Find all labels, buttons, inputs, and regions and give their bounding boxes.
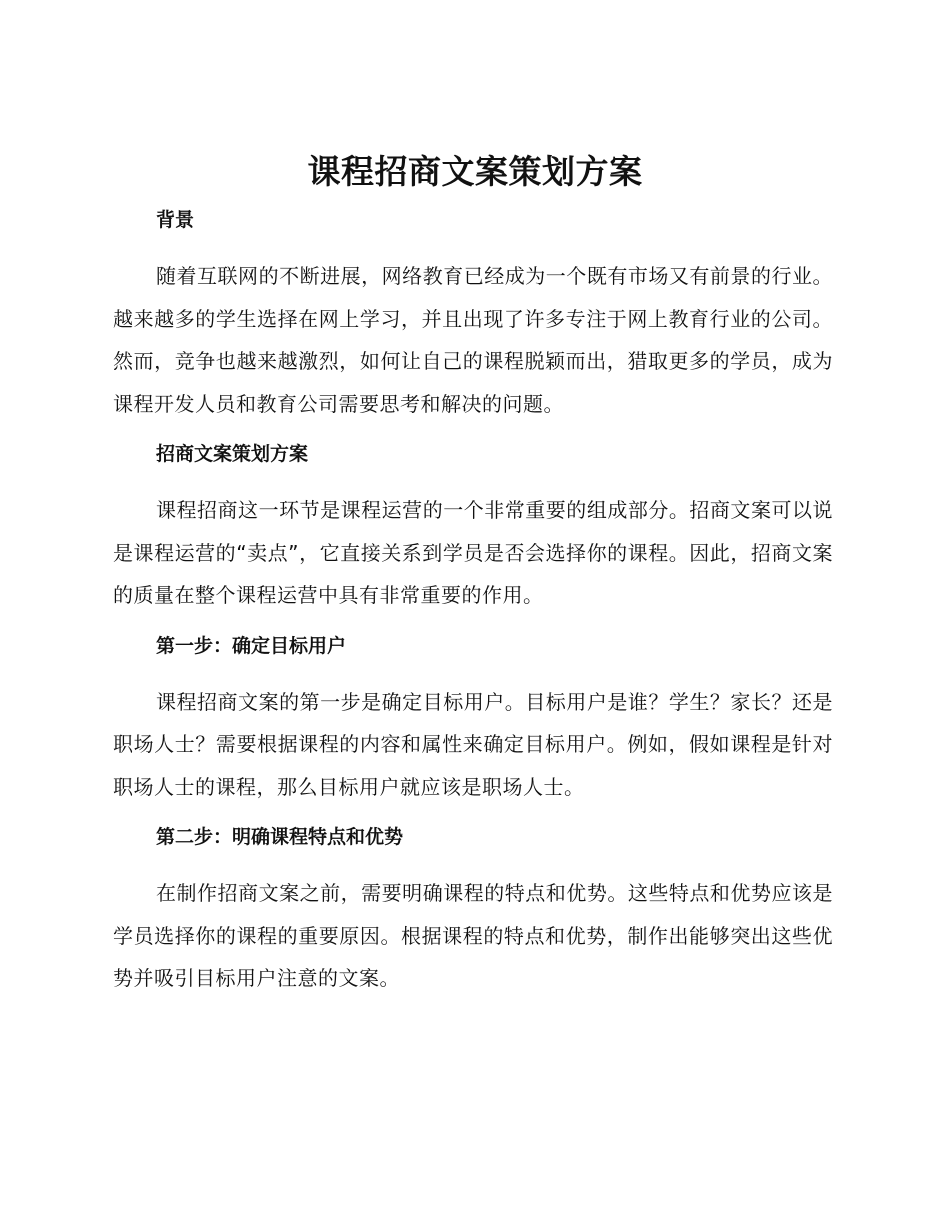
section-heading-background: 背景 (156, 209, 195, 231)
section-heading-plan: 招商文案策划方案 (156, 443, 309, 465)
section-heading-step-one: 第一步：确定目标用户 (156, 634, 347, 657)
section-heading-step-two: 第二步：明确课程特点和优势 (156, 826, 404, 848)
document-body (113, 203, 833, 1012)
section-paragraph-background: 随着互联网的不断进展，网络教育已经成为一个既有市场又有前景的行业。越来越多的学生选择在网上学习，并且出现了许多专注于网上教育行业的公司。然而，竞争也越来越激烈，如何让自己的课程脱颖而出，猎取更多的学员，成为课程开发人员和教育公司需要思考和解决的问题。 (113, 264, 833, 416)
section-paragraph-step-two: 在制作招商文案之前，需要明确课程的特点和优势。这些特点和优势应该是学员选择你的课程的重要原因。根据课程的特点和优势，制作出能够突出这些优势并吸引目标用户注意的文案。 (113, 881, 833, 990)
page-title: 课程招商文案策划方案 (307, 152, 643, 191)
section-paragraph-plan: 课程招商这一环节是课程运营的一个非常重要的组成部分。招商文案可以说是课程运营的“卖点”，它直接关系到学员是否会选择你的课程。因此，招商文案的质量在整个课程运营中具有非常重要的作用。 (113, 498, 833, 607)
section-paragraph-step-one: 课程招商文案的第一步是确定目标用户。目标用户是谁？学生？家长？还是职场人士？需要根据课程的内容和属性来确定目标用户。例如，假如课程是针对职场人士的课程，那么目标用户就应该是职场人士。 (113, 689, 833, 799)
